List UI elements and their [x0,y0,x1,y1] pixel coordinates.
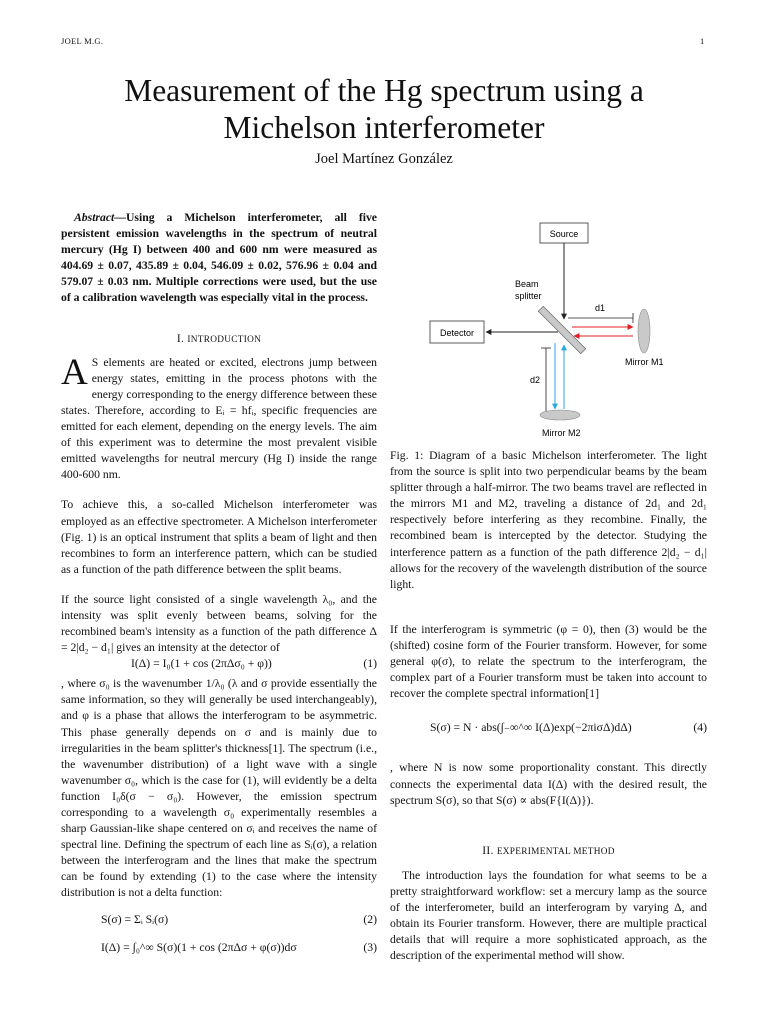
page-number: 1 [700,36,705,46]
intro-paragraph-2: To achieve this, a so-called Michelson interferometer was employed as an effective spectrometer. A Michelson interferometer (Fig. 1) is an optical instrument that splits a beam of light and then recombines to form an interference pattern, which can be studied as a function of the path difference between the split beams. [61,498,377,576]
equation-2-number: (2) [363,912,377,926]
abstract [61,210,377,307]
section-title: EXPERIMENTAL METHOD [496,846,615,857]
method-paragraph-1: The introduction lays the foundation for what seems to be a pretty straightforward workflow: set a mercury lamp as the source of the interferometer, build an interferogram by varying Δ, and obtain its Fourier transform. However, there are multiple practical details that will require a more sophisticated approach, as the description of the experimental method will show. [390,868,707,963]
equation-2 [61,912,377,940]
equation-2-body: S(σ) = Σᵢ Sᵢ(σ) [101,912,169,926]
equation-3-body: I(Δ) = ∫₀^∞ S(σ)(1 + cos (2πΔσ + φ(σ))dσ [101,940,297,954]
section-heading-introduction [61,331,377,348]
intro-paragraph-4: , where σ₀ is the wavenumber 1/λ₀ (λ and σ provide essentially the same information, so they will generally be used interchangeably), and φ is a phase that allows the interferogram to be asymmetric. This phase generally depends on σ and is mainly due to irregularities in the beam splitter's thickness[1]. The spectrum (i.e., the wavenumber distribution) of a light wave with a single wavenumber σ₀, which is the case for (1), will evidently be a delta function I₀δ(σ − σ₀). However, the emission spectrum corresponding to a wavelength σ₀ experimentally resembles a sharp Gaussian-like shape centered on σᵢ and receives the name of spectral line. Defining the spectrum of each line as Sᵢ(σ), a relation between the interferogram and the lines that make the spectrum can be found by extending (1) to the case where the intensity distribution is not a delta function: [61,677,377,900]
equation-1-number: (1) [363,657,377,671]
section-numeral: II. [482,844,494,857]
mirror-m2 [540,410,580,420]
beam-splitter-label-line2: splitter [515,291,542,301]
michelson-diagram [390,215,707,440]
equation-1-body: I(Δ) = I₀(1 + cos (2πΔσ₀ + φ)) [131,657,272,671]
equation-3-number: (3) [363,940,377,954]
equation-4 [390,714,707,760]
beam-splitter-label-line1: Beam [515,279,539,289]
author: Joel Martínez González [315,151,453,167]
section-heading-experimental-method [390,843,707,860]
intro-paragraph-1-text: S elements are heated or excited, electrons jump between energy states, emitting in the process photons with the energy corresponding to the energy difference between these states. Therefore, according to Eᵢ = hfᵢ, specific frequencies are emitted for each element, depending on the energy levels. The aim of this experiment was to determine the most prevalent visible emitted wavelengths for neutral mercury (Hg I) inside the range 400-600 nm. [61,355,377,482]
equation-4-body: S(σ) = N · abs(∫₋∞^∞ I(Δ)exp(−2πiσΔ)dΔ) [430,721,632,735]
equation-4-number: (4) [693,721,707,735]
paper-title: Measurement of the Hg spectrum using a Michelson interferometer [124,73,644,145]
right-column [390,622,707,964]
section-numeral: I. [176,332,185,345]
intro-paragraph-1 [61,351,377,484]
section-title: INTRODUCTION [187,334,262,345]
detector-label: Detector [439,328,475,338]
beam-splitter [538,306,585,353]
running-head: JOEL M.G. [61,36,104,46]
equation-3 [61,940,377,964]
equation-1 [61,656,377,676]
abstract-label: Abstract [74,211,115,224]
left-column [61,210,377,964]
drop-cap: A [61,351,88,393]
source-label: Source [549,229,579,239]
right-paragraph-1: If the interferogram is symmetric (φ = 0), then (3) would be the (shifted) cosine form of the Fourier transform. However, for some general φ(σ), to relate the spectrum to the interferogram, the complex part of a Fourier transform must be taken into account to recover the complete spectral information[1] [390,623,707,701]
mirror-m2-label: Mirror M2 [542,428,581,438]
d1-label: d1 [594,303,606,313]
mirror-m1 [638,309,650,353]
right-paragraph-2: , where N is now some proportionality constant. This directly connects the experimental data I(Δ) with the desired result, the spectrum S(σ), so that S(σ) ∝ abs(F{I(Δ)}). [390,761,707,807]
mirror-m1-label: Mirror M1 [625,357,664,367]
figure-caption: Fig. 1: Diagram of a basic Michelson interferometer. The light from the source is split into two perpendicular beams by the beam splitter through a half-mirror. The two beams travel are reflected in the mirrors M1 and M2, traveling a distance of 2d₁ and 2d₁ respectively before interfering as they recombine. Finally, the recombined beam is intercepted by the detector. Studying the interference pattern as a function of the path difference 2|d₂ − d₁| allows for the recovery of the wavelength distribution of the source light. [390,449,707,591]
intro-paragraph-3: If the source light consisted of a single wavelength λ₀, and the intensity was split evenly between beams, solving for the recombined beam's intensity as a function of the path difference Δ = 2|d₂ − d₁| gives an intensity at the detector of [61,592,377,655]
abstract-text: —Using a Michelson interferometer, all five persistent emission wavelengths in the spectrum of neutral mercury (Hg I) between 400 and 600 nm were measured as 404.69 ± 0.07, 435.89 ± 0.04, 546.09 ± 0.02, 576.96 ± 0.04 and 579.07 ± 0.03 nm. Multiple corrections were used, but the use of a calibration wavelength was especially vital in the process. [61,211,377,305]
d2-label: d2 [530,375,541,385]
